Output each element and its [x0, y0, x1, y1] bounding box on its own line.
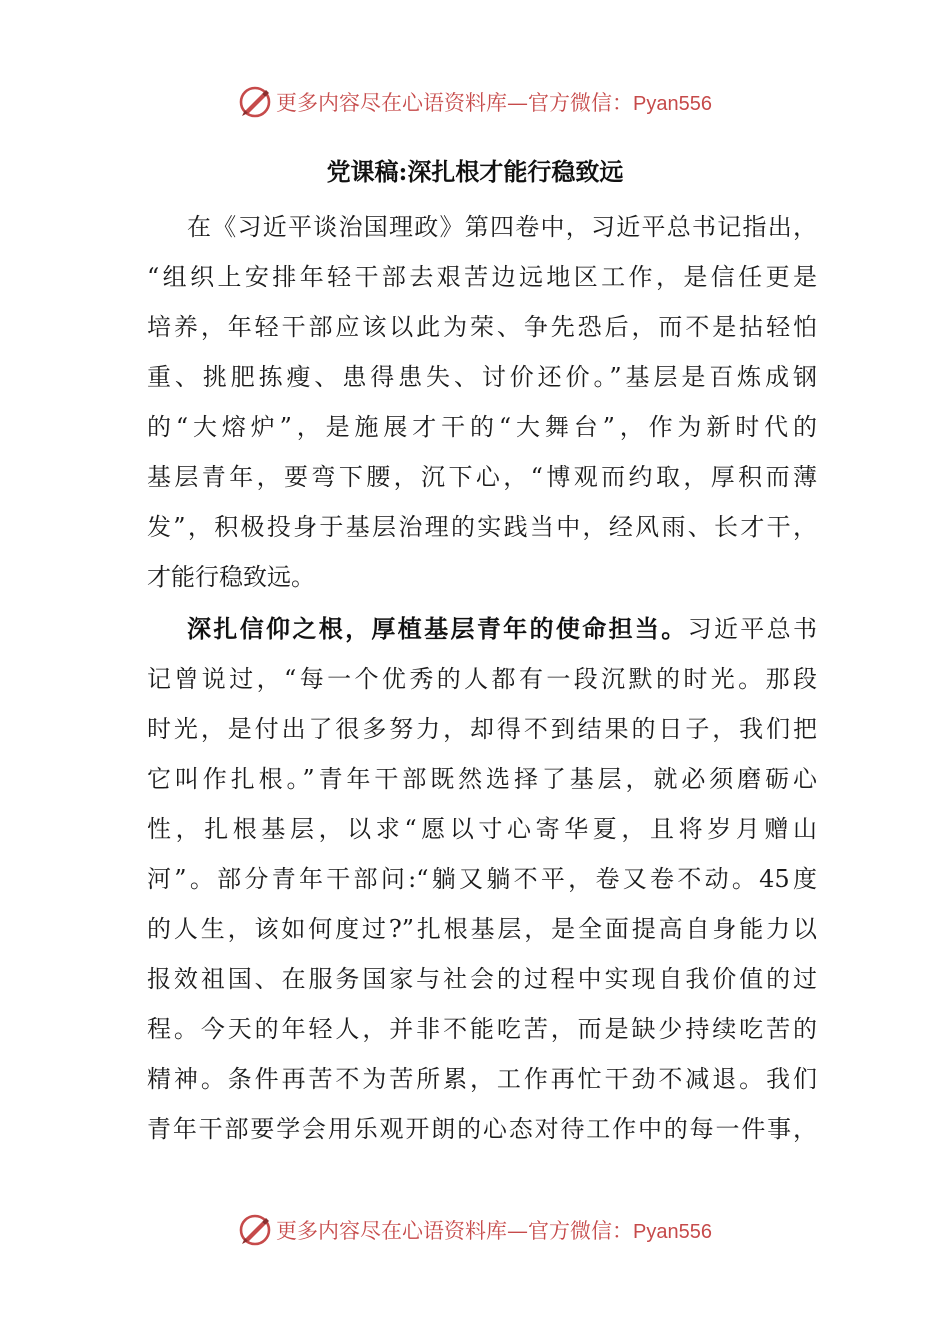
pen-logo-icon: [238, 1213, 272, 1247]
line-text: 在《习近平谈治国理政》第四卷中，习近平总书记指出，: [187, 213, 817, 241]
line-text: 才能行稳致远。: [147, 563, 315, 591]
line-text: 习近平总书: [687, 615, 818, 643]
text-line: [187, 210, 817, 244]
line-text: 它叫作扎根。”青年干部既然选择了基层，就必须磨砺心: [147, 765, 817, 793]
text-line: [147, 762, 817, 796]
line-text: 发”，积极投身于基层治理的实践当中，经风雨、长才干，: [147, 513, 817, 541]
text-line: [147, 1012, 817, 1046]
text-line: [147, 1062, 817, 1096]
banner-label: 更多内容尽在心语资料库—官方微信：: [276, 91, 634, 115]
bold-lead-text: 深扎信仰之根，厚植基层青年的使命担当。: [187, 614, 688, 643]
line-text: 性，扎根基层，以求“愿以寸心寄华夏，且将岁月赠山: [147, 815, 817, 843]
pen-logo-icon: [238, 85, 272, 119]
text-line: [147, 510, 817, 544]
line-text: 河”。部分青年干部问:“躺又躺不平，卷又卷不动。45度: [147, 865, 817, 893]
text-line: [147, 1112, 817, 1146]
line-text: 记曾说过，“每一个优秀的人都有一段沉默的时光。那段: [147, 665, 817, 693]
text-line: [147, 662, 817, 696]
wechat-id: Pyan556: [633, 1221, 712, 1243]
line-text: 重、挑肥拣瘦、患得患失、讨价还价。”基层是百炼成钢: [147, 363, 817, 391]
text-line: [147, 360, 817, 394]
text-line: [147, 712, 817, 746]
line-text: “组织上安排年轻干部去艰苦边远地区工作，是信任更是: [147, 263, 817, 291]
line-text: 程。今天的年轻人，并非不能吃苦，而是缺少持续吃苦的: [147, 1015, 817, 1043]
text-line: [147, 260, 817, 294]
text-line: [147, 912, 817, 946]
banner-label: 更多内容尽在心语资料库—官方微信：: [276, 1219, 634, 1243]
header-banner: [0, 80, 950, 124]
text-line: [147, 812, 817, 846]
wechat-id: Pyan556: [633, 93, 712, 115]
footer-banner: [0, 1208, 950, 1252]
line-text: 青年干部要学会用乐观开朗的心态对待工作中的每一件事，: [147, 1115, 817, 1143]
text-line: [187, 612, 817, 646]
document-title: 党课稿:深扎根才能行稳致远: [326, 157, 624, 186]
line-text: 培养，年轻干部应该以此为荣、争先恐后，而不是拈轻怕: [147, 313, 817, 341]
line-text: 的人生，该如何度过?”扎根基层，是全面提高自身能力以: [147, 915, 817, 943]
text-line: [147, 962, 817, 996]
line-text: 报效祖国、在服务国家与社会的过程中实现自我价值的过: [147, 965, 817, 993]
banner-text: [276, 87, 712, 117]
text-line: [147, 560, 817, 594]
line-text: 时光，是付出了很多努力，却得不到结果的日子，我们把: [147, 715, 817, 743]
text-line: [147, 410, 817, 444]
line-text: 的“大熔炉”，是施展才干的“大舞台”，作为新时代的: [147, 413, 817, 441]
line-text: 精神。条件再苦不为苦所累，工作再忙干劲不减退。我们: [147, 1065, 817, 1093]
line-text: 基层青年，要弯下腰，沉下心，“博观而约取，厚积而薄: [147, 463, 817, 491]
text-line: [147, 460, 817, 494]
text-line: [147, 862, 817, 896]
text-line: [147, 310, 817, 344]
banner-text: [276, 1215, 712, 1245]
